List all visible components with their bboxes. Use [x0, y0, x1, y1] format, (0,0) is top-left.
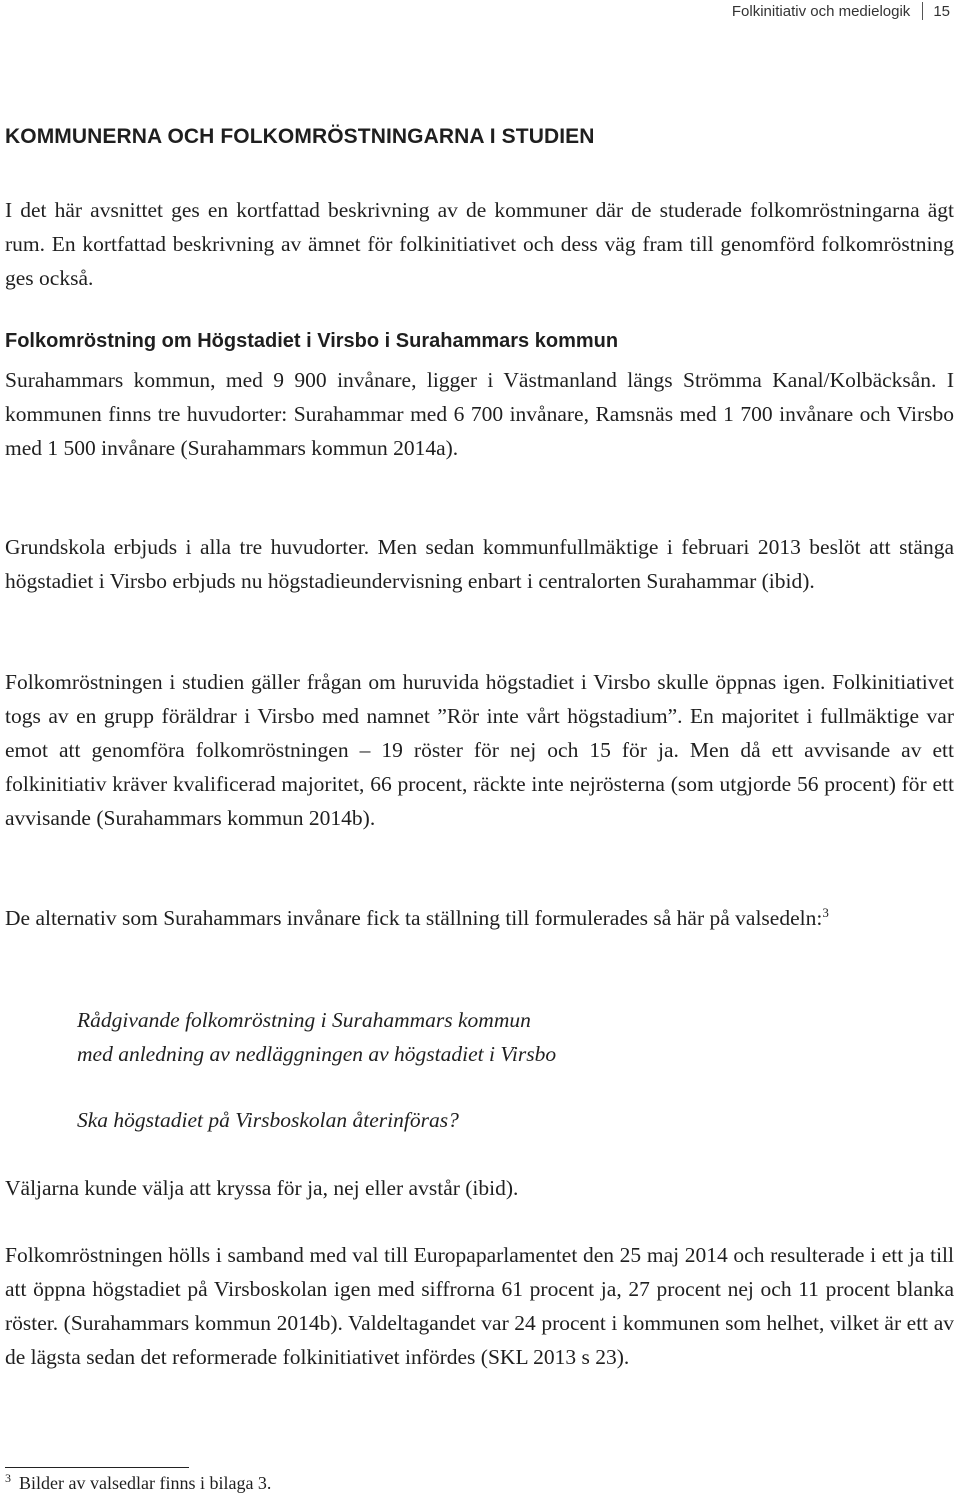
header-divider — [922, 2, 923, 20]
footnote — [5, 1471, 271, 1495]
body-paragraph-4 — [5, 901, 954, 935]
ballot-question: Ska högstadiet på Virsboskolan återinföras? — [77, 1108, 459, 1132]
body-paragraph-3: Folkomröstningen i studien gäller frågan om huruvida högstadiet i Virsbo skulle öppnas igen. Folkinitiativet togs av en grupp föräldrar i Virsbo med namnet ”Rör inte vårt högstadium”. En majoritet i fullmäktige var emot att genomföra folkomröstningen – 19 röster för nej och 15 för ja. Men då ett avvisande av ett folkinitiativ kräver kvalificerad majoritet, 66 procent, räckte inte nejrösterna (som utgjorde 56 procent) för ett avvisande (Surahammars kommun 2014b). — [5, 670, 954, 830]
running-header — [732, 0, 950, 22]
footnote-number: 3 — [5, 1471, 11, 1485]
footnote-divider — [5, 1467, 189, 1468]
footnote-text: Bilder av valsedlar finns i bilaga 3. — [19, 1473, 272, 1493]
page-number: 15 — [933, 2, 950, 20]
ballot-intro-text: De alternativ som Surahammars invånare fick ta ställning till formulerades så här på valsedeln: — [5, 906, 823, 930]
footnote-reference: 3 — [822, 904, 829, 920]
body-paragraph-6: Folkomröstningen hölls i samband med val till Europaparlamentet den 25 maj 2014 och resulterade i ett ja till att öppna högstadiet på Virsboskolan igen med siffrorna 61 procent ja, 27 procent nej och 11 procent blanka röster. (Surahammars kommun 2014b). Valdeltagandet var 24 procent i kommunen som helhet, vilket är ett av de lägsta sedan det reformerade folkinitiativet infördes (SKL 2013 s 23). — [5, 1243, 954, 1369]
ballot-heading-line2: med anledning av nedläggningen av högstadiet i Virsbo — [77, 1042, 557, 1066]
body-paragraph-5: Väljarna kunde välja att kryssa för ja, nej eller avstår (ibid). — [5, 1176, 519, 1200]
ballot-heading — [77, 1003, 556, 1071]
intro-paragraph: I det här avsnittet ges en kortfattad beskrivning av de kommuner där de studerade folkomröstningarna ägt rum. En kortfattad beskrivning av ämnet för folkinitiativet och dess väg fram till genomförd folkomröstning ges också. — [5, 198, 954, 290]
body-paragraph-1: Surahammars kommun, med 9 900 invånare, ligger i Västmanland längs Strömma Kanal/Kolbäcksån. I kommunen finns tre huvudorter: Surahammar med 6 700 invånare, Ramsnäs med 1 700 invånare och Virsbo med 1 500 invånare (Surahammars kommun 2014a). — [5, 368, 954, 460]
body-paragraph-2: Grundskola erbjuds i alla tre huvudorter. Men sedan kommunfullmäktige i februari 2013 beslöt att stänga högstadiet i Virsbo erbjuds nu högstadieundervisning enbart i centralorten Surahammar (ibid). — [5, 535, 954, 593]
ballot-heading-line1: Rådgivande folkomröstning i Surahammars kommun — [77, 1008, 531, 1032]
section-title: KOMMUNERNA OCH FOLKOMRÖSTNINGARNA I STUDIEN — [5, 125, 595, 148]
subsection-heading: Folkomröstning om Högstadiet i Virsbo i Surahammars kommun — [5, 330, 619, 352]
running-title: Folkinitiativ och medielogik — [731, 2, 911, 20]
